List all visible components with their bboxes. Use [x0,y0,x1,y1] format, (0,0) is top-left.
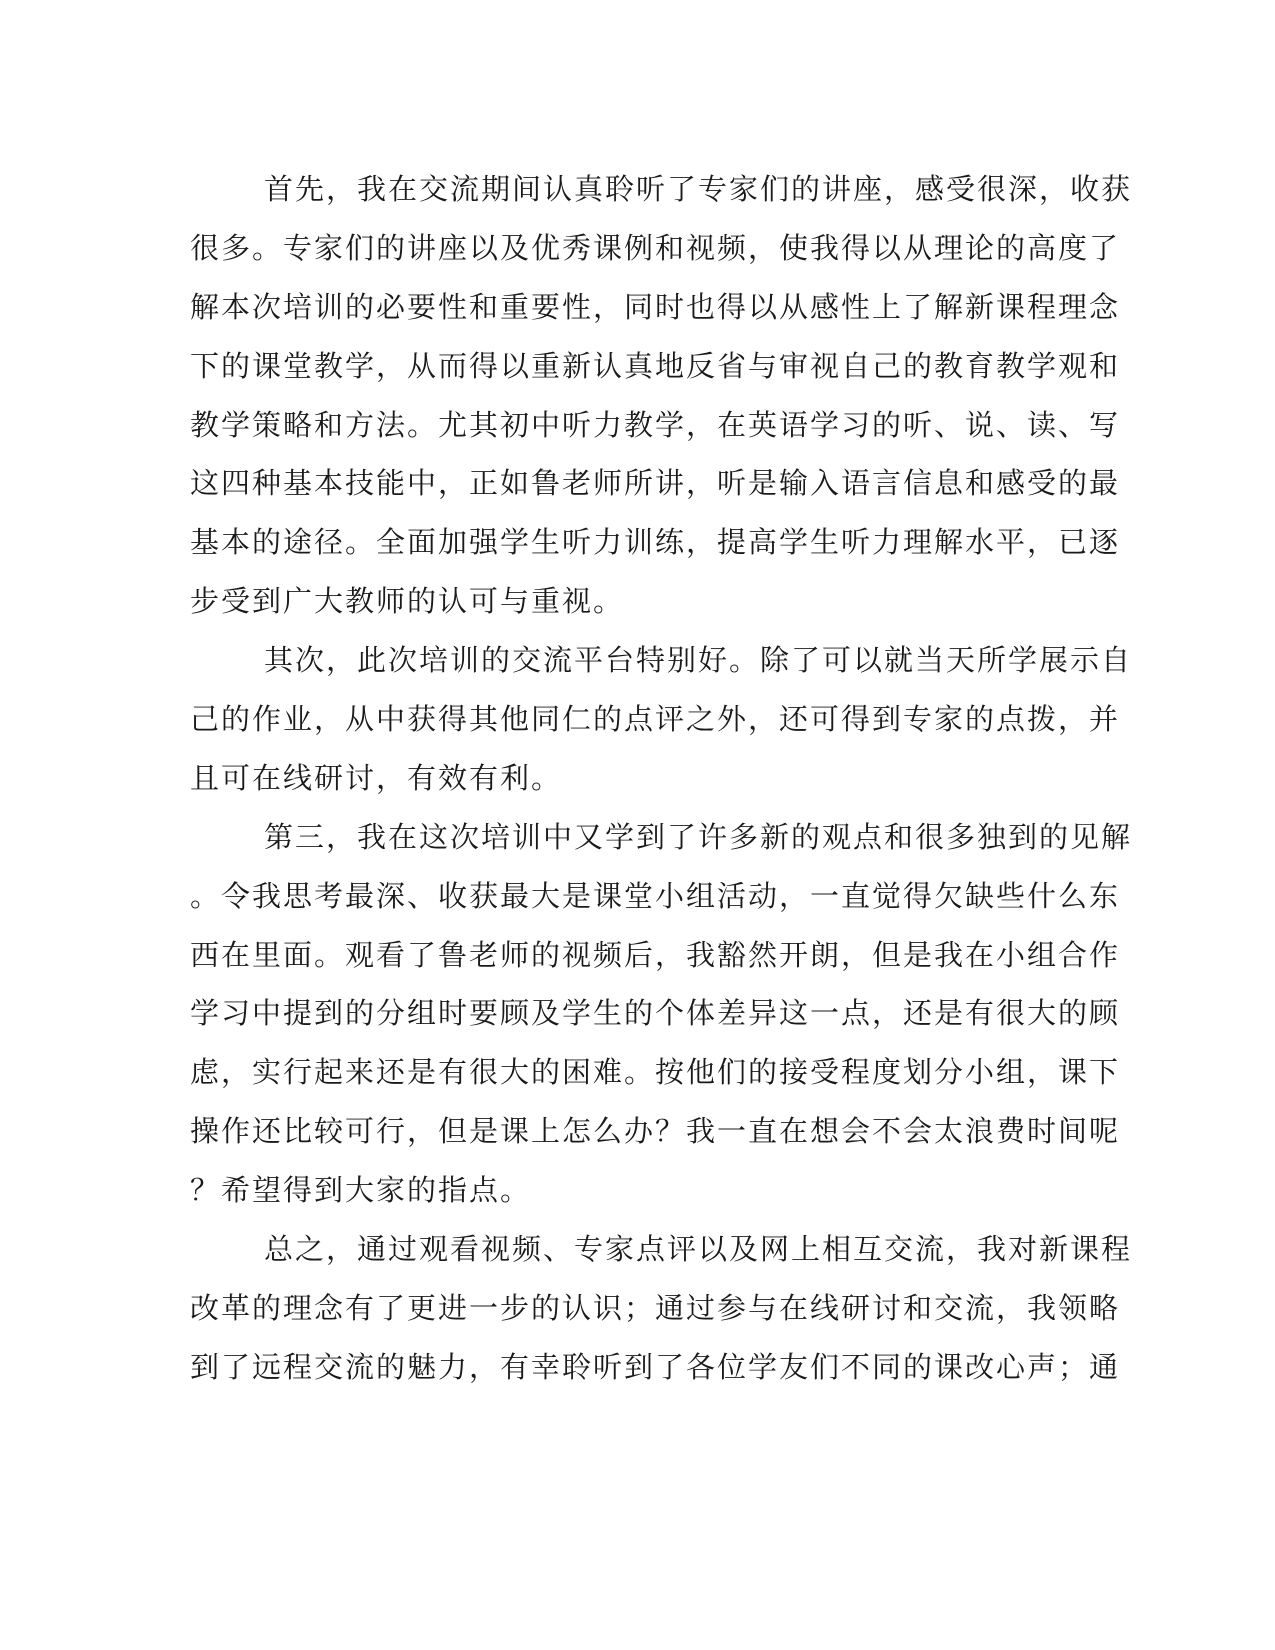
paragraph-line: 教学策略和方法。尤其初中听力教学，在英语学习的听、说、读、写 [190,407,1121,442]
paragraph-line: 步受到广大教师的认可与重视。 [190,584,625,619]
paragraph-line: 学习中提到的分组时要顾及学生的个体差异这一点，还是有很大的顾 [190,996,1121,1031]
paragraph-line: 操作还比较可行，但是课上怎么办？我一直在想会不会太浪费时间呢 [190,1114,1121,1149]
paragraph-4 [190,1220,1133,1397]
paragraph-line: 其次，此次培训的交流平台特别好。除了可以就当天所学展示自 [264,643,1133,678]
paragraph-line: 总之，通过观看视频、专家点评以及网上相互交流，我对新课程 [264,1232,1133,1267]
paragraph-line: 第三，我在这次培训中又学到了许多新的观点和很多独到的见解 [264,819,1133,854]
paragraph-line: 西在里面。观看了鲁老师的视频后，我豁然开朗，但是我在小组合作 [190,937,1121,972]
paragraph-line: 这四种基本技能中，正如鲁老师所讲，听是输入语言信息和感受的最 [190,466,1121,501]
paragraph-line: 改革的理念有了更进一步的认识；通过参与在线研讨和交流，我领略 [190,1290,1121,1325]
paragraph-2 [190,631,1133,808]
paragraph-1 [190,160,1133,631]
paragraph-line: 很多。专家们的讲座以及优秀课例和视频，使我得以从理论的高度了 [190,230,1121,265]
paragraph-line: 虑，实行起来还是有很大的困难。按他们的接受程度划分小组，课下 [190,1055,1121,1090]
paragraph-line: 且可在线研讨，有效有利。 [190,760,563,795]
paragraph-line: 基本的途径。全面加强学生听力训练，提高学生听力理解水平，已逐 [190,525,1121,560]
paragraph-line: 到了远程交流的魅力，有幸聆听到了各位学友们不同的课改心声；通 [190,1349,1121,1384]
paragraph-line: ？希望得到大家的指点。 [190,1173,532,1208]
paragraph-line: 下的课堂教学，从而得以重新认真地反省与审视自己的教育教学观和 [190,348,1121,383]
paragraph-line: 首先，我在交流期间认真聆听了专家们的讲座，感受很深，收获 [264,172,1133,206]
paragraph-line: 己的作业，从中获得其他同仁的点评之外，还可得到专家的点拨，并 [190,702,1121,737]
document-body [190,160,1133,1397]
paragraph-line: 解本次培训的必要性和重要性，同时也得以从感性上了解新课程理念 [190,289,1121,324]
paragraph-3 [190,808,1133,1220]
paragraph-line: 。令我思考最深、收获最大是课堂小组活动，一直觉得欠缺些什么东 [190,878,1121,913]
